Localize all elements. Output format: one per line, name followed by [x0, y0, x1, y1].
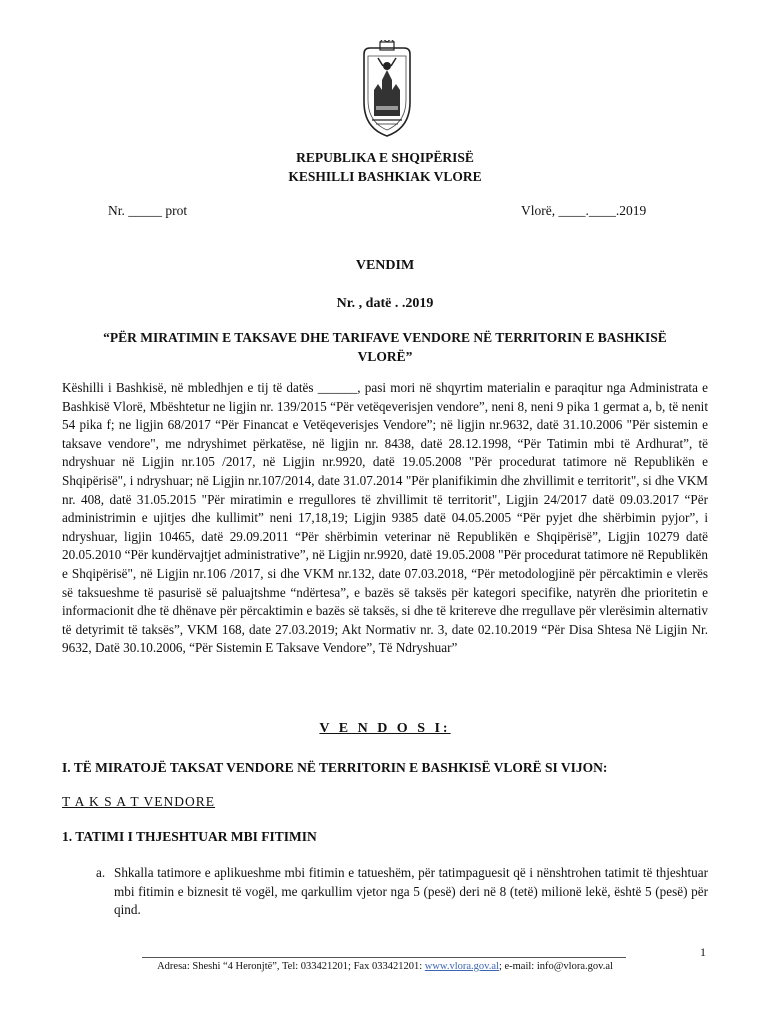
- list-item-marker: a.: [96, 865, 106, 880]
- footer-email-text: ; e-mail: info@vlora.gov.al: [498, 961, 613, 972]
- footer-address-text: Adresa: Sheshi “4 Heronjtë”, Tel: 033421201; Fax 033421201:: [157, 961, 425, 972]
- protocol-number: Nr. _____ prot: [108, 203, 188, 218]
- list-item-text: Shkalla tatimore e aplikueshme mbi fitimin e tatueshëm, për tatimpaguesit që i nënshtrohen tatimit të thjeshtuar mbi fitimin e biznesit të vogël, me qarkullim vjetor nga 5 (pesë) deri në 8 (tetë) milionë lekë, është 5 (pesë) për qind.: [114, 865, 708, 918]
- section-i-heading: I. TË MIRATOJË TAKSAT VENDORE NË TERRITORIN E BASHKISË VLORË SI VIJON:: [62, 760, 608, 775]
- decision-title: VENDIM: [355, 258, 415, 273]
- document-date: Vlorë, ____.____.2019: [521, 203, 647, 218]
- vendosi-heading: V E N D O S I:: [319, 721, 451, 736]
- preamble-paragraph: Këshilli i Bashkisë, në mbledhjen e tij të datës ______, pasi mori në shqyrtim materialin e paraqitur nga Administrata e Bashkisë Vlorë, Mbështetur ne ligjin nr. 139/2015 “Për vetëqeverisjen vendore”, neni 8, neni 9 pika 1 germat a, b, të nenit 54 pika f; ne ligjin 68/2017 “Për Financat e Vetëqeverisjes Vendore”; në ligjin nr.9632, datë 31.10.2006 "Për sistemin e taksave vendore", me ndryshimet përkatëse, në ligjin nr. 8438, datë 28.12.1998, “Për Tatimin mbi të Ardhurat”, të ndryshuar në Ligjin nr.105 /2017, në Ligjin nr.9920, datë 19.05.2008 "Për procedurat tatimore në Republikën e Shqipërisë", i ndryshuar; në Ligjin nr.107/2014, date 31.07.2014 "Për planifikimin dhe zhvillimit e territorit", si dhe VKM nr. 408, datë 31.05.2015 "Për miratimin e rregullores të zhvillimit të territorit", Ligjin 24/2017 datë 09.03.2017 “Për administrimin e ujitjes dhe kullimit” neni 17,18,19; Ligjin 9385 datë 04.05.2005 “Për pyjet dhe shërbimin pyjor”, i ndryshuar, ligjin 10465, datë 29.09.2011 “Për shërbimin veterinar në Republikën e Shqipërisë”, Ligjin 10279 datë 20.05.2010 “Për kundërvajtjet administrative”, në Ligjin nr.9920, datë 19.05.2008 "Për procedurat tatimore në Republikën e Shqipërisë", në Ligjin nr.106 /2017, si dhe VKM nr.132, date 07.03.2018, “Për metodologjinë për përcaktimin e vlerës së taksueshme të pasurisë së paluajtshme “ndërtesa”, e bazës së taksës për kategori specifike, natyrën dhe prioritetin e informacionit dhe të dhënave për përcaktimin e bazës së taksës, si dhe të kritereve dhe rregullave për vlerësimin alternativ të detyrimit të taksës”, VKM 168, date 27.03.2019; Akt Normativ nr. 3, date 02.10.2019 “Për Disa Shtesa Në Ligjin Nr. 9632, Datë 30.10.2006, “Për Sistemin E Taksave Vendore”, Të Ndryshuar”: [62, 380, 708, 656]
- footer-address: [0, 961, 770, 972]
- vlora-coat-of-arms-emblem: [356, 40, 418, 140]
- header-council: KESHILLI BASHKIAK VLORE: [288, 169, 482, 184]
- subsection-1-heading: 1. TATIMI I THJESHTUAR MBI FITIMIN: [62, 829, 317, 844]
- page-number: 1: [700, 945, 706, 959]
- footer-website-link[interactable]: www.vlora.gov.al: [424, 961, 499, 972]
- taksat-vendore-heading: T A K S A T VENDORE: [62, 794, 216, 809]
- footer-divider: [142, 957, 626, 958]
- decision-subject: “PËR MIRATIMIN E TAKSAVE DHE TARIFAVE VENDORE NË TERRITORIN E BASHKISË VLORË”: [103, 330, 667, 364]
- list-item-a: [96, 864, 708, 920]
- header-republic: REPUBLIKA E SHQIPËRISË: [296, 150, 474, 165]
- decision-number: Nr. , datë . .2019: [336, 296, 434, 311]
